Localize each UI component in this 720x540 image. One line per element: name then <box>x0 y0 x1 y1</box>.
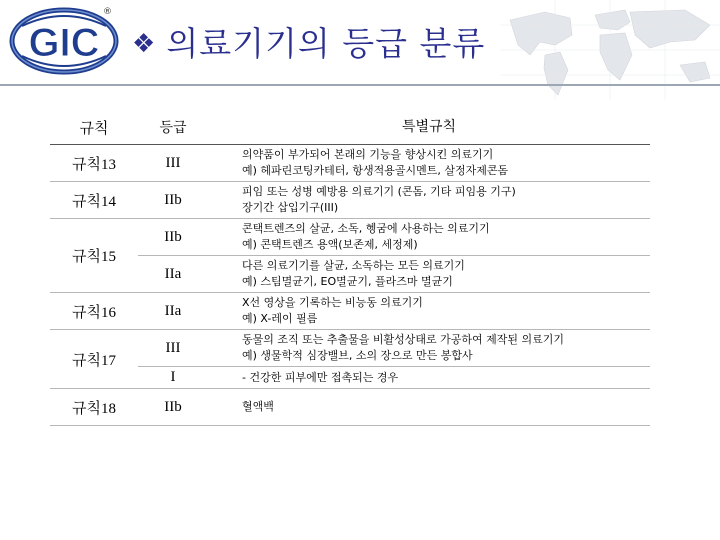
special-rule-cell <box>208 219 650 256</box>
grade-cell: I <box>138 367 208 389</box>
rule-label: 규칙 <box>72 154 101 173</box>
rule-cell <box>50 145 138 182</box>
rule-example: 장기간 삽입기구(III) <box>242 201 339 214</box>
table-row <box>50 389 650 426</box>
diamond-bullet-icon: ❖ <box>132 29 157 59</box>
header-special-rule: 특별규칙 <box>208 110 650 145</box>
registered-mark: ® <box>103 7 112 17</box>
rule-label: 규칙 <box>72 191 101 210</box>
page-title-text: 의료기기의 등급 분류 <box>166 24 486 63</box>
rule-number: 15 <box>100 249 116 265</box>
rule-cell <box>50 293 138 330</box>
table-header-row <box>50 110 650 145</box>
rule-label: 규칙 <box>72 350 101 369</box>
table-row <box>50 367 650 389</box>
rule-example: 예) X-레이 필름 <box>242 312 318 325</box>
rule-description: - 건강한 피부에만 접촉되는 경우 <box>242 370 399 384</box>
table-row <box>50 256 650 293</box>
title-divider <box>0 84 720 86</box>
rule-cell <box>50 330 138 389</box>
special-rule-cell <box>208 367 650 389</box>
grade-cell: III <box>138 145 208 182</box>
header-rule: 규칙 <box>50 110 138 145</box>
grade-cell: IIa <box>138 256 208 293</box>
rule-description: 콘택트렌즈의 살균, 소독, 헹굼에 사용하는 의료기기 <box>242 222 490 235</box>
rule-label: 규칙 <box>72 302 101 321</box>
rule-cell <box>50 219 138 293</box>
rule-number: 13 <box>100 156 116 173</box>
rule-label: 규칙 <box>72 398 101 417</box>
rule-description: 다른 의료기기를 살균, 소독하는 모든 의료기기 <box>242 259 465 272</box>
special-rule-cell <box>208 145 650 182</box>
header-grade: 등급 <box>138 110 208 145</box>
rule-cell <box>50 182 138 219</box>
grade-cell: III <box>138 330 208 367</box>
rule-description: 의약품이 부가되어 본래의 기능을 향상시킨 의료기기 <box>242 148 494 161</box>
logo-text: GIC <box>28 21 100 65</box>
special-rule-cell <box>208 330 650 367</box>
special-rule-cell <box>208 256 650 293</box>
special-rule-cell <box>208 182 650 219</box>
rule-example: 예) 헤파린코팅카테터, 항생적용골시멘트, 살정자제콘돔 <box>242 164 509 177</box>
table-row <box>50 219 650 256</box>
rule-label: 규칙 <box>72 247 101 265</box>
grade-cell: IIa <box>138 293 208 330</box>
rule-description: 혈액백 <box>242 400 274 413</box>
rule-description: X선 영상을 기록하는 비능동 의료기기 <box>242 296 423 309</box>
table-row <box>50 330 650 367</box>
rule-number: 18 <box>100 400 116 417</box>
grade-cell: IIb <box>138 389 208 426</box>
rule-example: 예) 생물학적 심장밸브, 소의 장으로 만든 봉합사 <box>242 349 473 362</box>
rule-example: 예) 스팀멸균기, EO멸균기, 플라즈마 멸균기 <box>242 275 453 288</box>
grade-cell: IIb <box>138 219 208 256</box>
page-title <box>132 18 485 65</box>
special-rule-cell <box>208 389 650 426</box>
special-rule-cell <box>208 293 650 330</box>
classification-table <box>50 110 650 426</box>
table-row <box>50 145 650 182</box>
rule-number: 17 <box>100 352 116 369</box>
rule-cell <box>50 389 138 426</box>
rule-number: 14 <box>100 193 116 210</box>
rule-number: 16 <box>100 304 116 321</box>
table-row <box>50 182 650 219</box>
table-row <box>50 293 650 330</box>
rule-example: 예) 콘택트렌즈 용액(보존제, 세정제) <box>242 238 418 251</box>
grade-cell: IIb <box>138 182 208 219</box>
rule-description: 피임 또는 성병 예방용 의료기기 (콘돔, 기타 피임용 기구) <box>242 185 516 198</box>
rule-description: 동물의 조직 또는 추출물을 비활성상태로 가공하여 제작된 의료기기 <box>242 333 565 346</box>
